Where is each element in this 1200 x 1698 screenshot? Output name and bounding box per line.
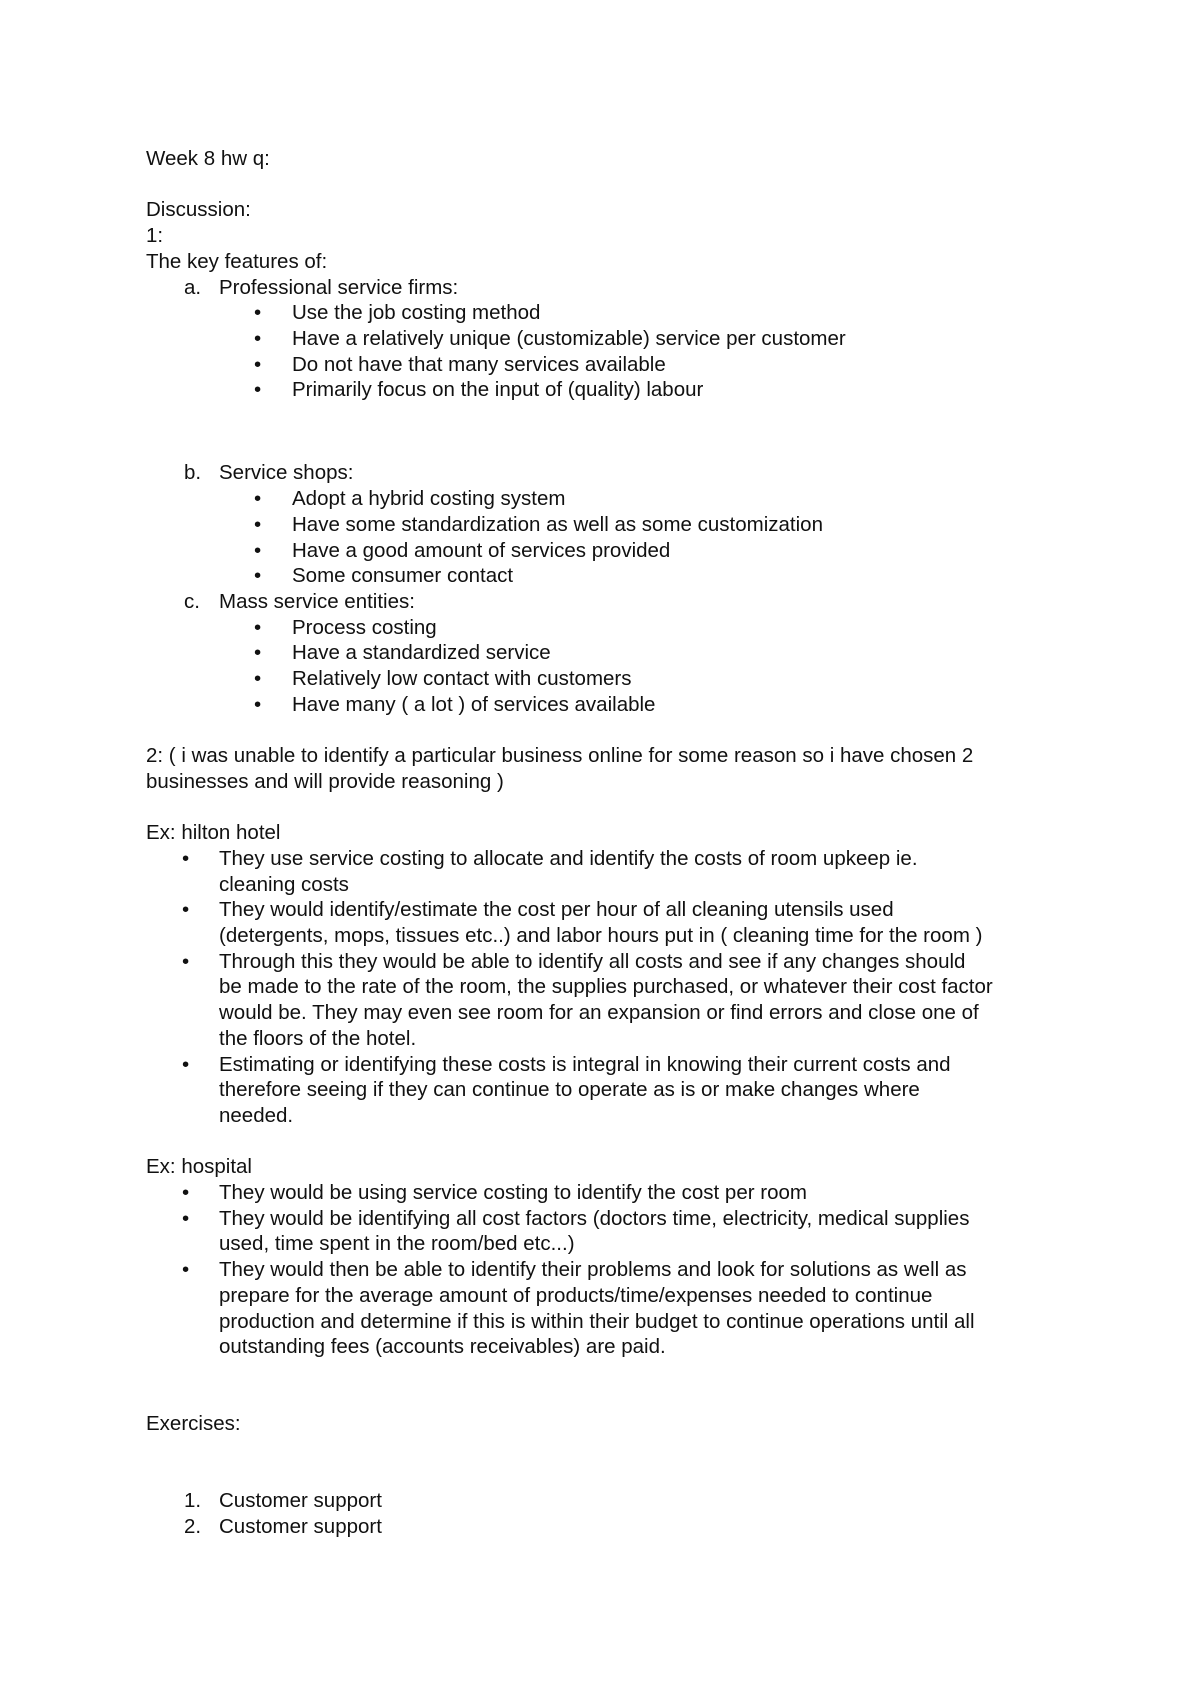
bullet-icon: • xyxy=(254,615,262,639)
bullet-icon: • xyxy=(254,326,262,350)
section-c xyxy=(146,589,1076,615)
section-c-marker: c. xyxy=(184,589,200,613)
exercise-2-marker: 2. xyxy=(184,1515,202,1539)
section-a-title: Professional service firms: xyxy=(219,275,459,299)
bullet-icon: • xyxy=(182,949,190,973)
bullet-icon: • xyxy=(254,512,262,536)
list-item: • Relatively low contact with customers xyxy=(254,667,632,691)
list-item: • Have a standardized service xyxy=(254,641,551,665)
bullet-icon: • xyxy=(254,538,262,562)
list-item: • They would then be able to identify their problems and look for solutions as well as prepare for the average amount of products/time/expenses needed to continue production and determine if this is within their budget to continue operations until all outstanding fees (accounts receivables) are paid. xyxy=(182,1258,975,1359)
list-item: • Use the job costing method xyxy=(254,301,541,325)
section-b-marker: b. xyxy=(184,461,202,485)
question-1-intro: The key features of: xyxy=(146,249,328,273)
exercise-1-text: Customer support xyxy=(219,1489,382,1513)
bullet-icon: • xyxy=(182,1206,190,1230)
document-title: Week 8 hw q: xyxy=(146,147,270,170)
bullet-icon: • xyxy=(182,1052,190,1076)
bullet-icon: • xyxy=(182,1258,190,1282)
question-1-label: 1: xyxy=(146,224,164,248)
question-2-line-1: 2: ( i was unable to identify a particular business online for some reason so i have chosen 2 xyxy=(146,744,974,768)
list-item: • Have many ( a lot ) of services available xyxy=(254,692,656,716)
bullet-icon: • xyxy=(254,301,262,325)
exercise-item-1 xyxy=(146,1488,1076,1514)
bullet-icon: • xyxy=(254,667,262,691)
bullet-icon: • xyxy=(254,487,262,511)
bullet-icon: • xyxy=(254,352,262,376)
list-item: • They would identify/estimate the cost per hour of all cleaning utensils used (detergents, mops, tissues etc..) and labor hours put in ( cleaning time for the room ) xyxy=(182,898,983,948)
example-1-heading: Ex: hilton hotel xyxy=(146,821,281,845)
list-item: • Through this they would be able to identify all costs and see if any changes should be made to the rate of the room, the supplies purchased, or whatever their cost factor would be. They may even see room for an expansion or find errors and close one of the floors of the hotel. xyxy=(182,949,993,1050)
list-item: • Primarily focus on the input of (quality) labour xyxy=(254,378,704,402)
discussion-heading: Discussion: xyxy=(146,198,251,222)
list-item: • Have a good amount of services provided xyxy=(254,538,671,562)
bullet-icon: • xyxy=(182,846,190,870)
document-body xyxy=(146,146,1076,1540)
bullet-icon: • xyxy=(182,898,190,922)
list-item: • Do not have that many services available xyxy=(254,352,666,376)
exercise-item-2 xyxy=(146,1514,1076,1540)
list-item: • Some consumer contact xyxy=(254,564,514,588)
list-item: • Adopt a hybrid costing system xyxy=(254,487,566,511)
bullet-icon: • xyxy=(254,641,262,665)
exercise-1-marker: 1. xyxy=(184,1489,202,1513)
section-b-bullets xyxy=(146,486,1076,589)
section-c-title: Mass service entities: xyxy=(219,589,415,613)
section-c-bullets xyxy=(146,615,1076,718)
bullet-icon: • xyxy=(254,378,262,402)
list-item: • They would be using service costing to identify the cost per room xyxy=(182,1181,807,1205)
section-a-bullets xyxy=(146,300,1076,403)
list-item: • Have a relatively unique (customizable) service per customer xyxy=(254,326,846,350)
bullet-icon: • xyxy=(254,692,262,716)
list-item: • Have some standardization as well as some customization xyxy=(254,512,823,536)
example-2-heading: Ex: hospital xyxy=(146,1155,252,1179)
exercises-heading: Exercises: xyxy=(146,1412,241,1436)
list-item: • Estimating or identifying these costs is integral in knowing their current costs and therefore seeing if they can continue to operate as is or make changes where needed. xyxy=(182,1052,951,1127)
list-item: • They use service costing to allocate and identify the costs of room upkeep ie. cleaning costs xyxy=(182,846,918,896)
list-item: • Process costing xyxy=(254,615,437,639)
question-2-line-2: businesses and will provide reasoning ) xyxy=(146,769,504,793)
list-item: • They would be identifying all cost factors (doctors time, electricity, medical supplies used, time spent in the room/bed etc...) xyxy=(182,1206,970,1256)
section-b-title: Service shops: xyxy=(219,461,354,485)
exercise-2-text: Customer support xyxy=(219,1515,382,1539)
section-b xyxy=(146,460,1076,486)
section-a-marker: a. xyxy=(184,275,202,299)
bullet-icon: • xyxy=(254,564,262,588)
bullet-icon: • xyxy=(182,1181,190,1205)
section-a xyxy=(146,275,1076,301)
